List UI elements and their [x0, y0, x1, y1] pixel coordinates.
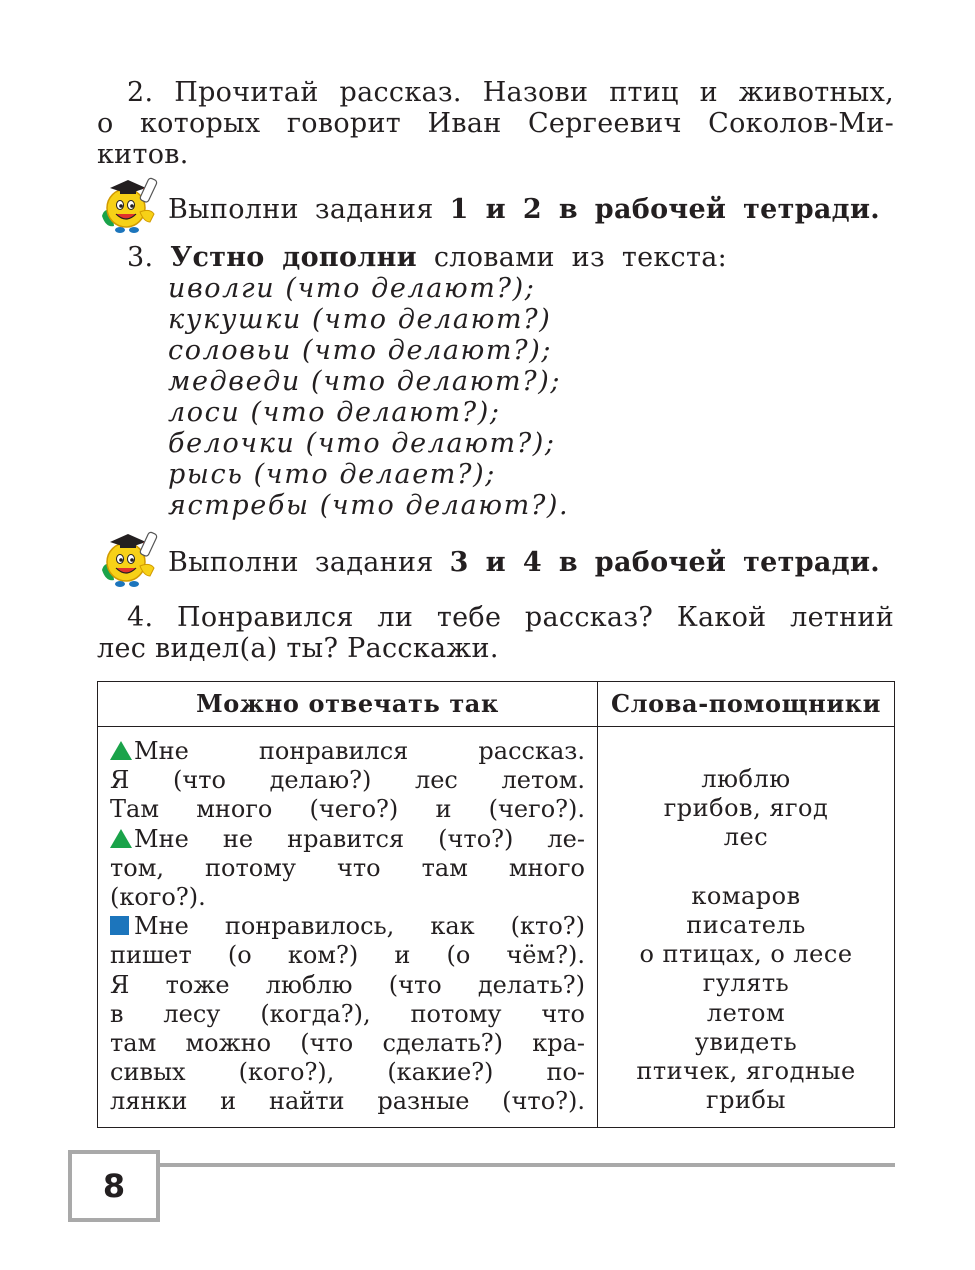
helper-word-spacer	[602, 853, 890, 882]
helper-word: птичек, ягодные	[636, 1057, 856, 1086]
green-triangle-icon	[110, 829, 132, 848]
list-item: соловьи (что делают?);	[168, 335, 553, 366]
answer-line: лянки и найти разные (что?).	[110, 1087, 585, 1116]
page-number: 8	[102, 1167, 126, 1205]
answer-line: в лесу (когда?), потому что	[110, 999, 585, 1028]
task-3-items	[168, 273, 569, 521]
workbook-instruction-1-prefix: Выполни задания	[168, 194, 450, 225]
footer-rule	[158, 1163, 895, 1167]
answer-line: Мне не нравится (что?) ле-	[110, 825, 585, 854]
answer-line: Мне понравилось, как (кто?)	[110, 912, 585, 941]
answer-line: (кого?).	[110, 883, 206, 912]
task-4-line-2: лес видел(а) ты? Расскажи.	[97, 633, 499, 664]
helper-word: увидеть	[694, 1027, 798, 1056]
list-item: иволги (что делают?);	[168, 273, 536, 304]
list-item: ястребы (что делают?).	[168, 490, 570, 521]
helper-word: люблю	[701, 765, 791, 793]
helper-word: гулять	[702, 969, 790, 998]
helper-words-cell	[598, 727, 895, 1128]
helper-word: грибов, ягод	[663, 794, 829, 823]
green-triangle-icon	[110, 741, 132, 760]
workbook-instruction-1-bold: 1 и 2 в рабочей тетради.	[449, 194, 880, 225]
answer-line: том, потому что там много	[110, 853, 585, 882]
answer-helper-table	[97, 681, 895, 1128]
smiley-scholar-icon	[100, 172, 162, 236]
helper-word: о птицах, о лесе	[639, 940, 853, 969]
helper-word: лес	[723, 823, 769, 852]
list-item: белочки (что делают?);	[168, 428, 556, 459]
list-item: лоси (что делают?);	[168, 397, 501, 428]
answer-line: Мне понравился рассказ.	[110, 737, 585, 766]
workbook-instruction-2-bold: 3 и 4 в рабочей тетради.	[449, 547, 880, 578]
helper-word: комаров	[691, 881, 801, 910]
table-header-answers: Можно отвечать так	[98, 682, 598, 727]
task-3-bold: Устно дополни	[170, 242, 417, 273]
helper-word: летом	[706, 998, 786, 1027]
task-4-line-1: 4. Понравился ли тебе рассказ? Какой летний	[127, 602, 894, 633]
answer-line: сивых (кого?), (какие?) по-	[110, 1058, 585, 1087]
smiley-scholar-icon	[100, 526, 162, 590]
helper-word: писатель	[686, 911, 806, 940]
task-3-rest: словами из текста:	[417, 242, 727, 273]
table-header-helpers: Слова-помощники	[598, 682, 895, 727]
workbook-instruction-1	[168, 194, 880, 225]
answer-line: пишет (о ком?) и (о чём?).	[110, 941, 585, 970]
workbook-instruction-2-prefix: Выполни задания	[168, 547, 450, 578]
answer-line: Я (что делаю?) лес летом.	[110, 766, 585, 795]
blue-square-icon	[110, 916, 129, 935]
task-4	[97, 602, 894, 664]
list-item: кукушки (что делают?)	[168, 304, 552, 335]
task-2-line-3: китов.	[97, 139, 189, 170]
page-number-box	[68, 1150, 160, 1222]
answer-line: там можно (что сделать?) кра-	[110, 1029, 585, 1058]
answer-line: Там много (чего?) и (чего?).	[110, 795, 585, 824]
task-2	[97, 77, 894, 170]
task-2-line-1: 2. Прочитай рассказ. Назови птиц и животных,	[127, 77, 894, 108]
task-3	[127, 242, 727, 273]
helper-word: грибы	[706, 1086, 786, 1115]
task-2-line-2: о которых говорит Иван Сергеевич Соколов-Ми-	[97, 108, 894, 139]
task-3-number: 3.	[127, 242, 154, 273]
list-item: медведи (что делают?);	[168, 366, 562, 397]
answer-line: Я тоже люблю (что делать?)	[110, 970, 585, 999]
answer-samples-cell	[98, 727, 598, 1128]
list-item: рысь (что делает?);	[168, 459, 496, 490]
workbook-instruction-2	[168, 547, 880, 578]
